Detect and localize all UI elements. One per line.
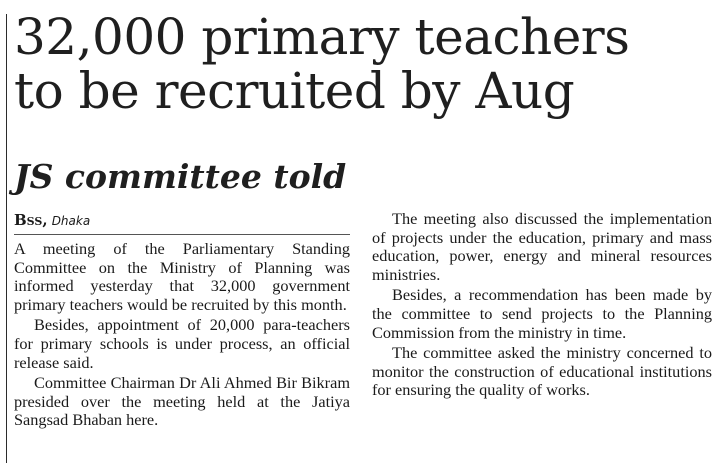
headline-line-2: to be recruited by Aug <box>14 62 575 120</box>
article-column-left <box>14 240 350 430</box>
column-rule <box>6 14 7 463</box>
body-paragraph: Committee Chairman Dr Ali Ahmed Bir Bikram presided over the meeting held at the Jatiya Sangsad Bhaban here. <box>14 373 350 430</box>
byline <box>14 211 90 231</box>
byline-divider <box>14 234 350 235</box>
byline-agency: Bss, <box>14 211 48 229</box>
headline <box>14 10 714 118</box>
headline-line-1: 32,000 primary teachers <box>14 8 630 66</box>
body-paragraph: The committee asked the ministry concerned to monitor the construction of educational institutions for ensuring the quality of works. <box>372 343 712 400</box>
subheadline: JS committee told <box>14 157 347 196</box>
body-paragraph: Besides, a recommendation has been made by the committee to send projects to the Planning Commission from the ministry in time. <box>372 285 712 342</box>
article-column-right <box>372 210 712 400</box>
body-paragraph: The meeting also discussed the implementation of projects under the education, primary and mass education, power, energy and mineral resources ministries. <box>372 209 712 284</box>
byline-place: Dhaka <box>51 214 91 228</box>
body-paragraph: Besides, appointment of 20,000 para-teachers for primary schools is under process, an official release said. <box>14 315 350 372</box>
body-paragraph: A meeting of the Parliamentary Standing Committee on the Ministry of Planning was informed yesterday that 32,000 government primary teachers would be recruited by this month. <box>14 239 350 314</box>
